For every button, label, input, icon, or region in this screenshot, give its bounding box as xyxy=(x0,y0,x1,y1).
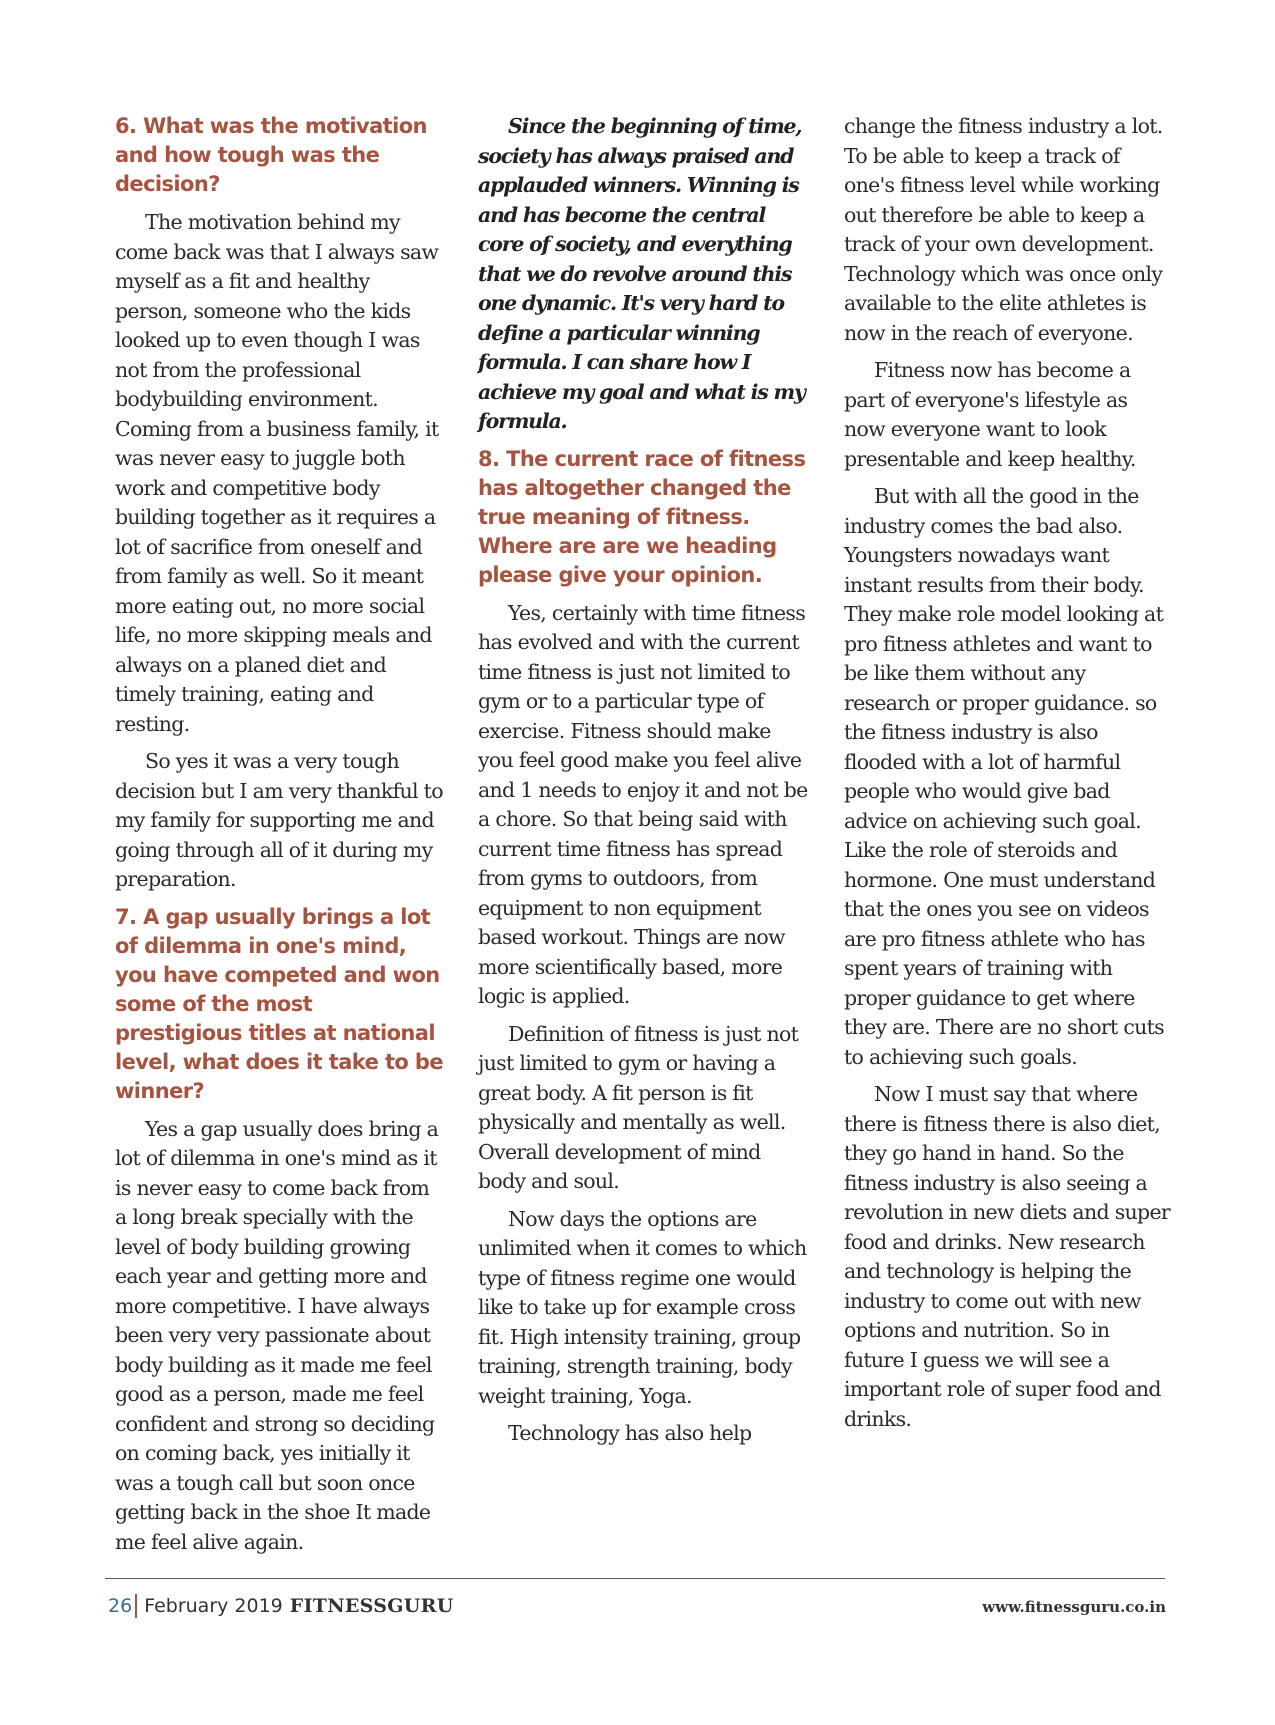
magazine-name: FITNESSGURU xyxy=(289,1595,454,1617)
page-number: 26 xyxy=(108,1595,133,1617)
answer-8-paragraph-2: Definition of fitness is just not just limited to gym or having a great body. A fit person is fit physically and mentally as well. Overall development of mind body and soul. xyxy=(478,1021,799,1193)
footer-left xyxy=(108,1594,454,1618)
answer-6-paragraph-2: So yes it was a very tough decision but I am very thankful to my family for supporting me and going through all of it during my preparation. xyxy=(115,749,443,891)
footer-separator xyxy=(135,1594,137,1618)
answer-7-paragraph-1: Yes a gap usually does bring a lot of dilemma in one's mind as it is never easy to come back from a long break specially with the level of body building growing each year and getting more and more competitive. I have always been very very passionate about body building as it made me feel good as a person, made me feel confident and strong so deciding on coming back, yes initially it was a tough call but soon once getting back in the shoe It made me feel alive again. xyxy=(115,1116,439,1554)
question-8-heading: 8. The current race of fitness has altogether changed the true meaning of fitness. Where are are we heading please give your opinion. xyxy=(478,446,806,587)
continued-paragraph-2: Fitness now has become a part of everyone's lifestyle as now everyone want to look presentable and keep healthy. xyxy=(844,358,1136,471)
question-7-heading: 7. A gap usually brings a lot of dilemma in one's mind, you have competed and won some of the most prestigious titles at national level, what does it take to be winner? xyxy=(115,904,444,1103)
continued-paragraph-1: change the fitness industry a lot. To be able to keep a track of one's fitness level while working out therefore be able to keep a track of your own development. Technology which was once only available to the elite athletes is now in the reach of everyone. xyxy=(844,114,1163,345)
pull-quote: Since the beginning of time, society has always praised and applauded winners. Winning is and has become the central core of society, and everything that we do revolve around this one dynamic. It's very hard to define a particular winning formula. I can share how I achieve my goal and what is my formula. xyxy=(478,114,805,433)
answer-8-paragraph-1: Yes, certainly with time fitness has evolved and with the current time fitness is just not limited to gym or to a particular type of exercise. Fitness should make you feel good make you feel alive and 1 needs to enjoy it and not be a chore. So that being said with current time fitness has spread from gyms to outdoors, from equipment to non equipment based workout. Things are now more scientifically based, more logic is applied. xyxy=(478,600,808,1008)
continued-paragraph-3: But with all the good in the industry comes the bad also. Youngsters nowadays want instant results from their body. They make role model looking at pro fitness athletes and want to be like them without any research or proper guidance. so the fitness industry is also flooded with a lot of harmful people who would give bad advice on achieving such goal. Like the role of steroids and hormone. One must understand that the ones you see on videos are pro fitness athlete who has spent years of training with proper guidance to get where they are. There are no short cuts to achieving such goals. xyxy=(844,484,1165,1069)
question-6-heading: 6. What was the motivation and how tough was the decision? xyxy=(115,114,427,196)
footer-divider xyxy=(105,1578,1165,1579)
column-1 xyxy=(115,112,443,1565)
answer-8-paragraph-3: Now days the options are unlimited when it comes to which type of fitness regime one would like to take up for example cross fit. High intensity training, group training, strength training, body weight training, Yoga. xyxy=(478,1206,807,1408)
answer-6-paragraph-1: The motivation behind my come back was that I always saw myself as a fit and healthy person, someone who the kids looked up to even though I was not from the professional bodybuilding environment. Coming from a business family, it was never easy to juggle both work and competitive body building together as it requires a lot of sacrifice from oneself and from family as well. So it meant more eating out, no more social life, no more skipping meals and always on a planed diet and timely training, eating and resting. xyxy=(115,210,439,736)
website-url: www.fitnessguru.co.in xyxy=(982,1598,1166,1616)
column-2 xyxy=(478,112,808,1457)
answer-8-paragraph-4: Technology has also help xyxy=(508,1421,752,1445)
continued-paragraph-4: Now I must say that where there is fitness there is also diet, they go hand in hand. So the fitness industry is also seeing a revolution in new diets and super food and drinks. New research and technology is helping the industry to come out with new options and nutrition. So in future I guess we will see a important role of super food and drinks. xyxy=(844,1082,1170,1431)
issue-date: February 2019 xyxy=(144,1595,283,1617)
column-3 xyxy=(844,112,1174,1442)
